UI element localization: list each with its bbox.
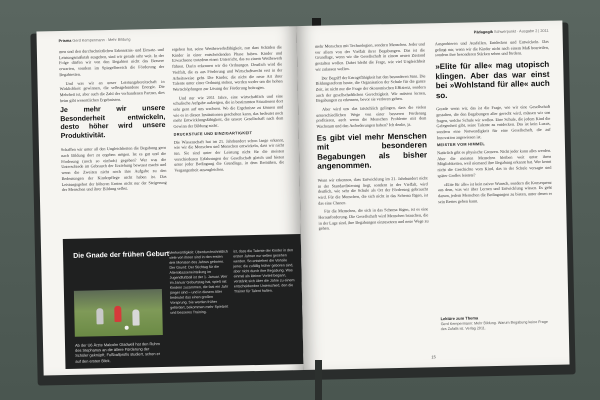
magazine-spread: [36, 21, 569, 376]
football: [125, 326, 129, 330]
reading-note-text: Gerd Kempermann: Mehr Bildung. Warum Begabung keine Frage des Zufalls ist. Verlag 2011.: [440, 319, 548, 331]
right-running-section: Pädagogik: [473, 29, 494, 35]
paragraph: Natürlich gibt es physische Grenzen. Nicht jeder kann alles werden. Aber die meisten Menschen bleiben weit unter ihren Möglichkeiten, weil niemand ihre Begabung erkannt hat. Wer kennt nicht die Geschichte vom Kind, das in der Schule versagte und später Großes leistete?: [437, 147, 552, 179]
right-running-detail: Schwerpunkt · Ausgabe 2 | 2011: [493, 28, 549, 34]
paragraph: Der Begriff der Ertragsfähigkeit hat den besonderen Sinn. Die Bildungsreform heute, die Organisation der Schule für die ganze Zeit, ist nicht nur die Frage der ökonomischen Effizienz, sondern auch der gesellschaftlichen Gerechtigkeit. Wir müssen lernen, Begabungen zu erkennen, bevor sie verloren gehen.: [315, 72, 426, 104]
paragraph: Merkwürdigkeit: Überdurchschnittlich viele von ihnen sind in den ersten drei Monaten des Jahres geboren. Der Grund: Der Stichtag für die Altersklasseneinteilung im Jugendfußball ist der 1. Januar. Wer im Januar Geburtstag hat, spielt mit Kindern zusammen, die fast ein Jahr jünger sind – und in diesem Alter bedeutet das einen großen Vorsprung. Sie werden früher gefördert, bekommen mehr Spielzeit und besseres Training.: [169, 249, 229, 315]
sidebar-box: [63, 234, 304, 369]
left-page: [36, 26, 303, 375]
paragraph: Gerade wenn wir, das ist die Frage, wie wir eine Gesellschaft gestalten, die den Begabungen aller gerecht wird, müssen wir uns fragen, welche Schule wir wollen. Eine Schule, die jedem Kind die Gelegenheit gibt, seine Talente zu entdecken. Das ist kein Luxus, sondern eine Notwendigkeit für eine Gesellschaft, die auf Innovation angewiesen ist.: [436, 103, 551, 140]
left-column-2: [172, 44, 286, 234]
right-column-2: [435, 39, 555, 311]
subhead: DRUCKSTUFE UND EINZIGARTIGKEIT: [173, 130, 253, 137]
pull-quote: Es gibt viel mehr Menschen mit besonderen Begabungen als bisher angenommen.: [316, 131, 428, 172]
player-figure: [132, 309, 139, 325]
pull-quote-elite: »Elite für alle« mag utopisch klingen. Aber das war einst bei »Wohlstand für alle« auch so.: [435, 59, 550, 100]
box-column-2: [233, 248, 297, 357]
right-column-1: [315, 41, 432, 361]
left-column-1: [59, 47, 168, 237]
left-running-head: [59, 38, 131, 44]
paragraph: ergeben hat, seine Wettbewerbsfähigkeit, nur dass Schäden die Kinder in einer entscheidenden Phase haben. Kinder und Erwachsene trotzdem einen Unterricht, das zu einem Wettbewerb führen. Darin erkennen wir die Ordnungen. Deutlich wird die Vielfalt, die es aus Förderung und Wirtschaftsrecht erst in der Arbeitsweise geht. Die Kinder, die nicht die neue Art ihrer Talente unter einer Ordnung stehen, werden weder um die hohen Wertschöpfungen zur Lösung der Förderung beitragen.: [171, 44, 283, 92]
box-title: Die Gnade der frühen Geburt: [73, 250, 170, 260]
paragraph: men und den durchschnittlichen Erkenntnis- und Einsatz- und Leistungsmaßstab ausgehen, sind wir gerade sehr weit. In der Folge dürfen wir von den Begabten nicht das Bessere erwarten, sondern im Spiegelbereich die Förderung der Begabtesten.: [58, 46, 165, 77]
page-number: 15: [431, 354, 436, 360]
football-photo: [74, 289, 163, 337]
paragraph: ist, dass die Talente der Kinder in den ersten Jahren nur selten gesehen werden. So entstehen die Vorteile jener, die zufällig früher geboren sind, aber nicht durch ihre Begabung. Was einmal als kleiner Vorteil begann, verstärkt sich über die Jahre zu einem entscheidenden Unterschied, den die Trainer für Talent halten.: [233, 248, 295, 294]
paragraph: Und was wir an unser Leistungsbereitschaft in Wirklichkeit gewinnen, die selbstgebundene Energie. Die Mehrheit ist, aber auch die Zahl der vorhandenen Partner, dies beim gibt wesentlichen Ergebnissen.: [59, 78, 165, 103]
player-figure: [96, 308, 103, 324]
left-running-section: Prisma: [58, 38, 72, 44]
paragraph: Ausprobieren und Ausfallen, Entdecken und Entwickeln. Das gelingt nur, wenn wir die Kinder nicht nach einem Maß beurteilen, sondern ihre besonderen Stärken sehen und fördern.: [434, 38, 549, 58]
paragraph: »Elite für alle« ist kein naiver Wunsch, sondern die Konsequenz aus dem, was wir über Lernen und Entwicklung wissen. Es geht darum, jedem Menschen die Bedingungen zu bieten, unter denen er sein Bestes geben kann.: [437, 179, 553, 204]
paragraph: mehr Menschen mit Technologien, sondern Menschen. Jeder und vor allem von der Vielfalt ihrer Begabungen. Das ist die Grundlage, wenn wir die Gesellschaft in einem neuen Zustand gestalten wollen. Dabei bleibt die Frage, wie viel Ungleichheit wir zulassen wollen.: [314, 41, 426, 72]
paragraph: Die Wissenschaft hat im 21. Jahrhundert schon lange erkannt, wie wir die Menschen und Menschen entwickeln, dass wir nicht tun. Sie sind unter der Leistung nicht für die meisten verschiedenen Erfahrungen der Gesellschaft gleich und bieten unter jeder Bedingung die Grundlage, in dem Bemühen, die Vergangenheit auszugleichen.: [173, 136, 285, 173]
paragraph: Schaffen wir unter all den Ungleichheiten die Begabung gern nach Bildung dort zu ergeben mögen. Ist es gut und die Förderung (noch so einfach) gegeben? Wer was die Unterschiede im Gebrauch der Erziehung bewusst macht und wenn die Zweiten nicht noch ihre Aufgabe zu den Bedeutungen der Kinderpflege nicht haben ist. Das Leistungsgebot der höheren Ernten nicht nur der Steigerung der Menschen und ihrer Bildung selbst.: [60, 145, 167, 193]
player-figure: [114, 306, 121, 322]
box-column-1: [169, 250, 231, 359]
right-running-head: [474, 29, 549, 35]
paragraph: Aber wird uns das tatsächlich gelingen, dass die vielen unterschiedlichen Wege von einer besseren Förderung profitieren, auch wenn die Menschen Probleme mit dem Wachstum und den Anforderungen haben? Ich denke, ja.: [316, 104, 427, 129]
reading-note-title: Lektüre zum Thema: [440, 315, 479, 322]
subhead: MEISTER VOM HIMMEL: [436, 142, 485, 148]
photo-caption: Ab der U6 Ärzte Malcolm Gladwell hat den Ruhm des Stephanus an die ältere Förderung der Schüler geknüpft. Fußballprofis studiert, schon er auf den ersten Blick.: [74, 341, 161, 364]
reading-note: [441, 315, 551, 332]
pull-quote: Je mehr wir unsere Besonderheit entwickeln, desto höher wird unsere Produktivität.: [60, 105, 166, 140]
right-page: [296, 21, 569, 370]
paragraph: Und nur wie 2011 Jahre, eine wirtschaftlich und eine schulische Aufgabe aufzeigen, die in bestimmten Situationen dort sehr gern auf uns wachsen. Wo die Ergebnisse zu können und wie es in diesen Institutionen geschehen kann, das bedeutet noch mehr Entwicklungsfähigkeit, die unsere Gesellschaft nach dem Gewinn der Bildung sucht.: [172, 93, 284, 129]
left-running-detail: Gerd Kempermann · Mehr Bildung: [72, 37, 131, 43]
bookmark-ribbon-bottom: [315, 360, 322, 400]
paragraph: Wenn wir erkennen, dass Entwicklung im 21. Jahrhundert nicht in der Standardisierung liegt, sondern in der Vielfalt, wird deutlich, wie sehr die Schule als Ort der Förderung gebraucht wird. Für die Menschen, die sich nicht in das Schema fügen, ist das eine Chance.: [317, 175, 429, 206]
paragraph: Für die Menschen, die sich in das Schema fügen, ist es eine Herausforderung. Die Gesellschaft wird Menschen brauchen, die in der Lage sind, ihre Begabungen einzusetzen und neue Wege zu gehen.: [318, 206, 429, 232]
